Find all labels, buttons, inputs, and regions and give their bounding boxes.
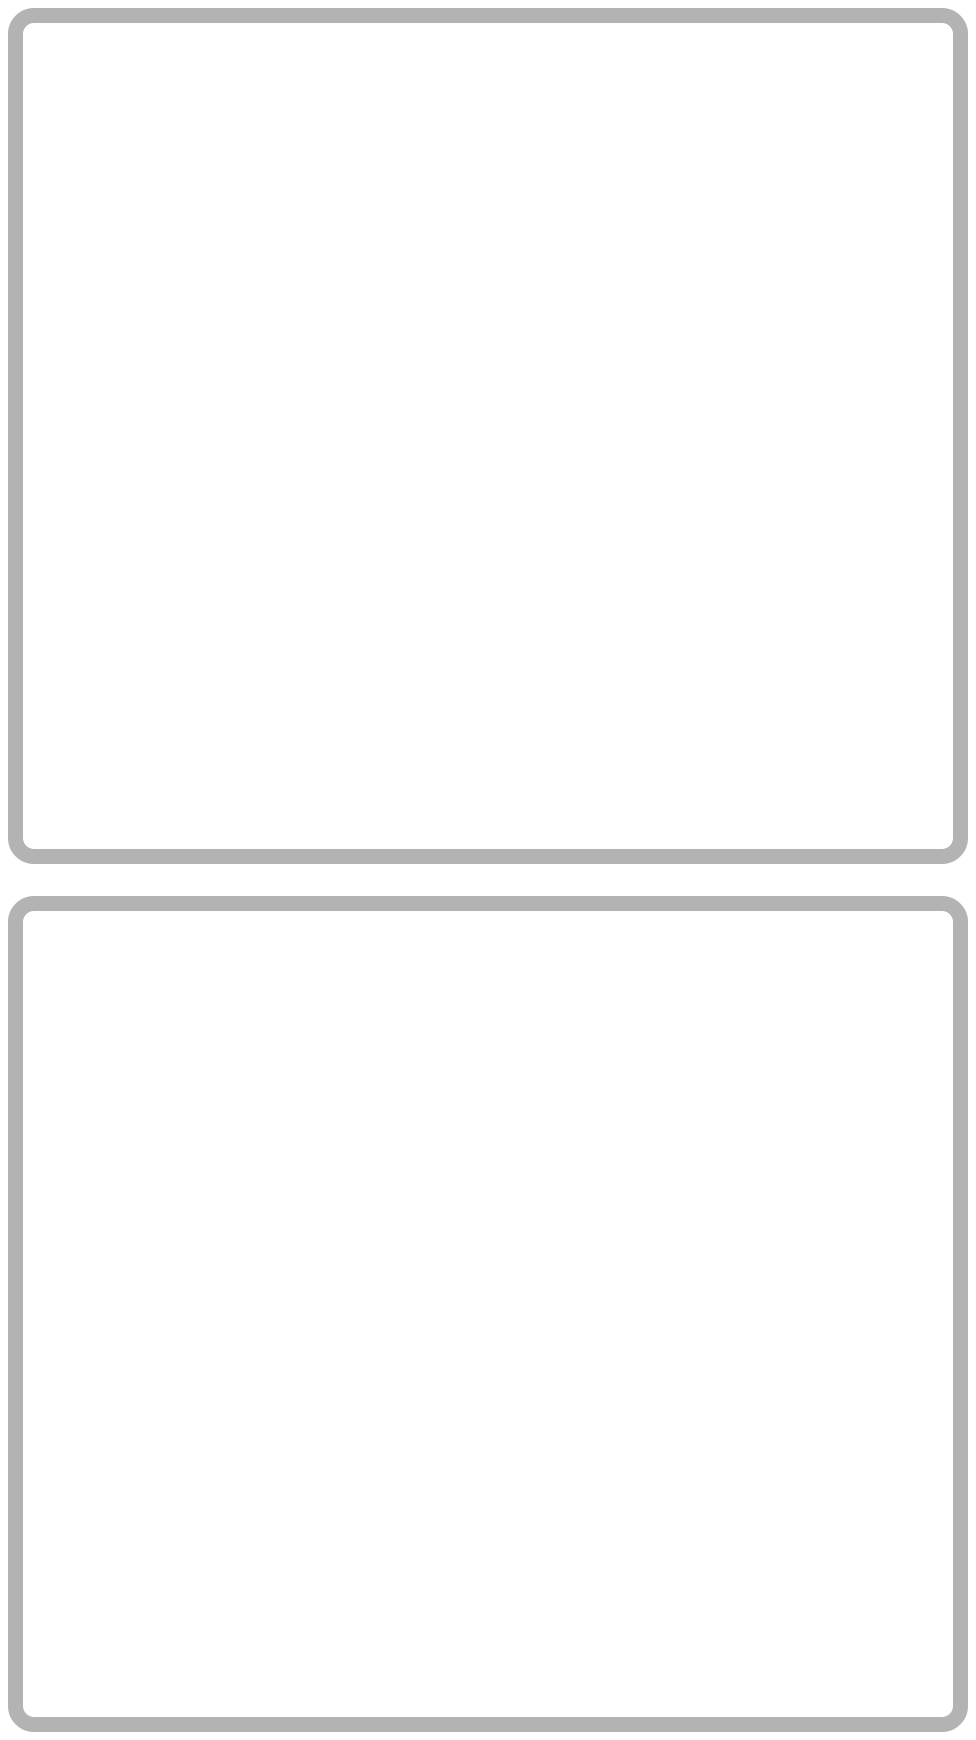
top-panel — [8, 8, 968, 864]
bottom-panel — [8, 896, 968, 1732]
